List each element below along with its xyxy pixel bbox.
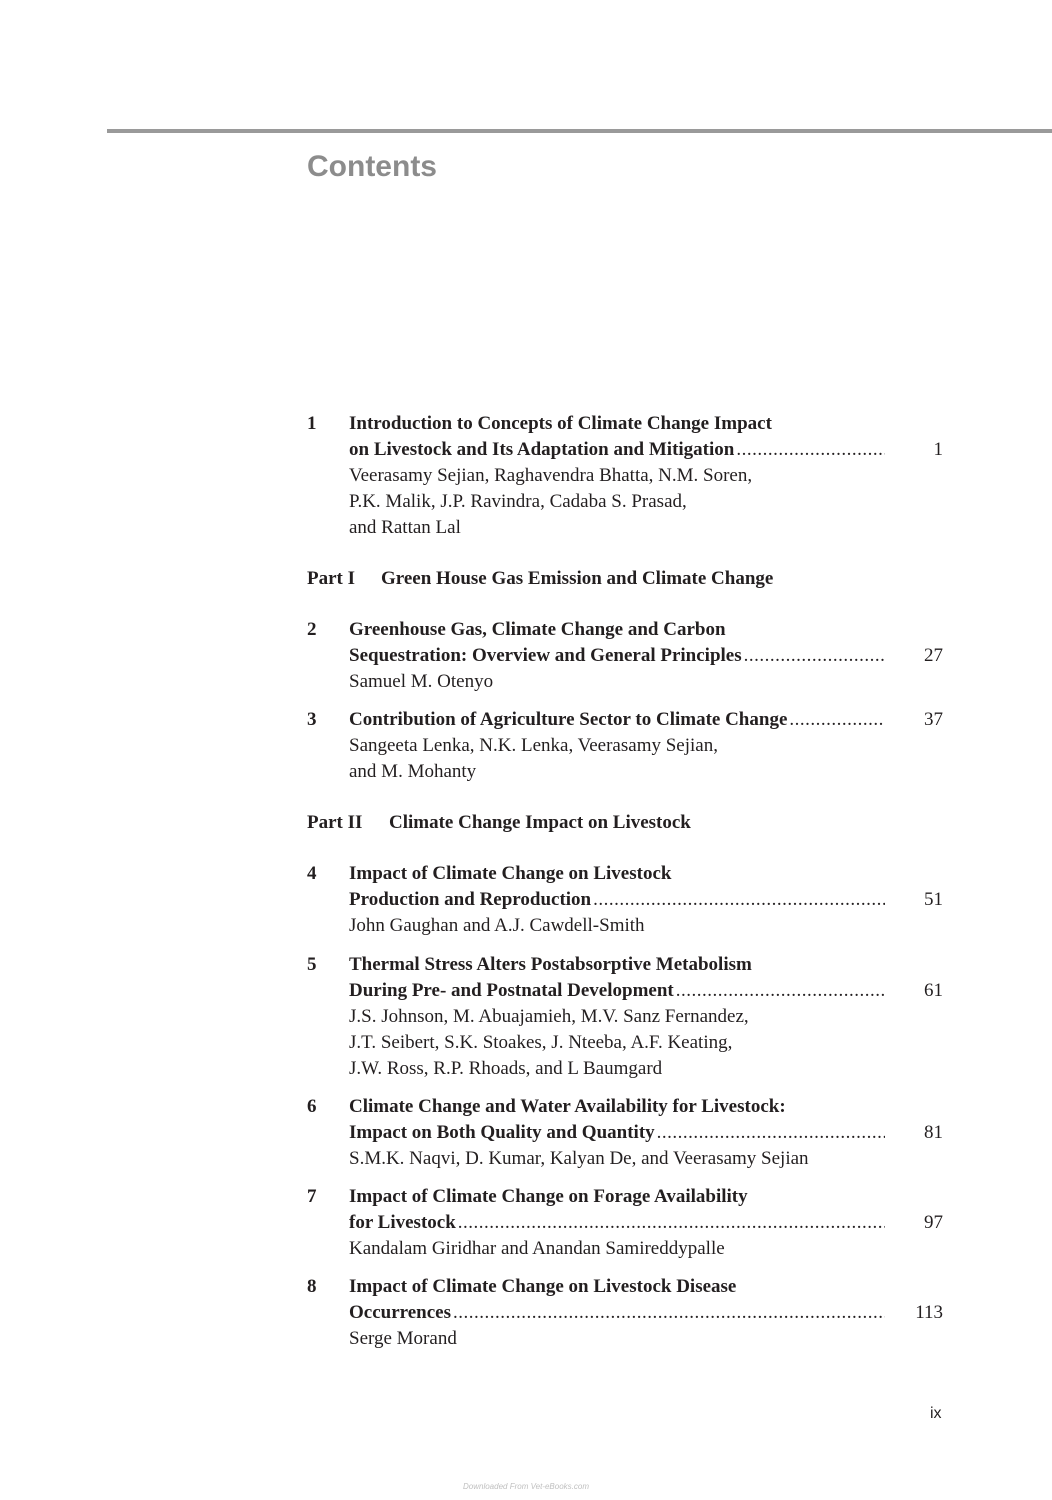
dot-leader [744, 643, 885, 669]
part-heading-2[interactable] [307, 810, 943, 836]
toc-entry-1[interactable] [307, 411, 943, 541]
author-line: J.S. Johnson, M. Abuajamieh, M.V. Sanz Fernandez, [349, 1006, 749, 1027]
chapter-number: 6 [307, 1096, 317, 1117]
chapter-authors [349, 913, 885, 939]
page-number: 51 [924, 889, 943, 910]
page-number: 27 [924, 645, 943, 666]
dot-leader [453, 1300, 885, 1326]
dot-leader [736, 437, 885, 463]
chapter-title-line: Sequestration: Overview and General Principles [349, 645, 742, 666]
dot-leader [676, 978, 885, 1004]
page-folio: ix [930, 1405, 942, 1422]
page-number: 1 [933, 439, 943, 460]
page-number: 37 [924, 709, 943, 730]
chapter-title-line: During Pre- and Postnatal Development [349, 980, 674, 1001]
author-line: Serge Morand [349, 1328, 457, 1349]
page-number: 61 [924, 980, 943, 1001]
chapter-title-line: Introduction to Concepts of Climate Change Impact [349, 413, 772, 434]
chapter-number: 4 [307, 863, 317, 884]
page-number: 113 [915, 1302, 943, 1323]
table-of-contents [307, 411, 943, 1352]
chapter-title-line: Impact of Climate Change on Livestock Disease [349, 1276, 737, 1297]
chapter-title-line: Impact of Climate Change on Forage Availability [349, 1186, 748, 1207]
chapter-title [349, 1274, 885, 1326]
chapter-title [349, 411, 885, 463]
chapter-authors [349, 1146, 885, 1172]
chapter-title-line: Contribution of Agriculture Sector to Climate Change [349, 709, 788, 730]
chapter-number: 2 [307, 619, 317, 640]
chapter-number: 1 [307, 413, 317, 434]
author-line: Sangeeta Lenka, N.K. Lenka, Veerasamy Sejian, [349, 735, 718, 756]
chapter-title-line: on Livestock and Its Adaptation and Mitigation [349, 439, 735, 460]
author-line: Samuel M. Otenyo [349, 671, 494, 692]
toc-entry-6[interactable] [307, 1094, 943, 1172]
author-line: Kandalam Giridhar and Anandan Samireddypalle [349, 1238, 725, 1259]
page-number: 97 [924, 1212, 943, 1233]
chapter-authors [349, 1236, 885, 1262]
chapter-number: 3 [307, 709, 317, 730]
author-line: and Rattan Lal [349, 517, 461, 538]
chapter-title [349, 617, 885, 669]
toc-entry-3[interactable] [307, 707, 943, 785]
part-label: Part II [307, 812, 363, 833]
chapter-number: 8 [307, 1276, 317, 1297]
chapter-title [349, 952, 885, 1004]
chapter-authors [349, 1326, 885, 1352]
author-line: J.T. Seibert, S.K. Stoakes, J. Nteeba, A.F. Keating, [349, 1032, 733, 1053]
chapter-title-line: Impact on Both Quality and Quantity [349, 1122, 655, 1143]
chapter-title-line: Production and Reproduction [349, 889, 592, 910]
author-line: P.K. Malik, J.P. Ravindra, Cadaba S. Prasad, [349, 491, 687, 512]
chapter-title [349, 861, 885, 913]
chapter-title-line: for Livestock [349, 1212, 456, 1233]
chapter-title [349, 707, 885, 733]
chapter-authors [349, 733, 885, 785]
chapter-authors [349, 1004, 885, 1082]
author-line: John Gaughan and A.J. Cawdell-Smith [349, 915, 645, 936]
page-heading: Contents [307, 150, 437, 183]
toc-entry-2[interactable] [307, 617, 943, 695]
chapter-title-line: Impact of Climate Change on Livestock [349, 863, 672, 884]
author-line: S.M.K. Naqvi, D. Kumar, Kalyan De, and Veerasamy Sejian [349, 1148, 809, 1169]
chapter-title [349, 1094, 885, 1146]
author-line: Veerasamy Sejian, Raghavendra Bhatta, N.M. Soren, [349, 465, 753, 486]
part-heading-1[interactable] [307, 566, 943, 592]
chapter-title [349, 1184, 885, 1236]
dot-leader [458, 1210, 885, 1236]
chapter-authors [349, 463, 885, 541]
chapter-number: 5 [307, 954, 317, 975]
dot-leader [789, 707, 885, 733]
part-title: Climate Change Impact on Livestock [389, 812, 691, 833]
page-number: 81 [924, 1122, 943, 1143]
author-line: and M. Mohanty [349, 761, 477, 782]
dot-leader [593, 887, 885, 913]
part-title: Green House Gas Emission and Climate Change [381, 568, 774, 589]
download-watermark: Downloaded From Vet-eBooks.com [463, 1482, 589, 1491]
toc-entry-4[interactable] [307, 861, 943, 939]
dot-leader [657, 1120, 885, 1146]
chapter-title-line: Thermal Stress Alters Postabsorptive Metabolism [349, 954, 752, 975]
author-line: J.W. Ross, R.P. Rhoads, and L Baumgard [349, 1058, 663, 1079]
chapter-number: 7 [307, 1186, 317, 1207]
chapter-title-line: Greenhouse Gas, Climate Change and Carbon [349, 619, 726, 640]
chapter-title-line: Occurrences [349, 1302, 451, 1323]
toc-entry-5[interactable] [307, 952, 943, 1082]
chapter-title-line: Climate Change and Water Availability for Livestock: [349, 1096, 786, 1117]
toc-entry-8[interactable] [307, 1274, 943, 1352]
chapter-authors [349, 669, 885, 695]
part-label: Part I [307, 568, 356, 589]
header-rule [107, 129, 1052, 133]
toc-entry-7[interactable] [307, 1184, 943, 1262]
